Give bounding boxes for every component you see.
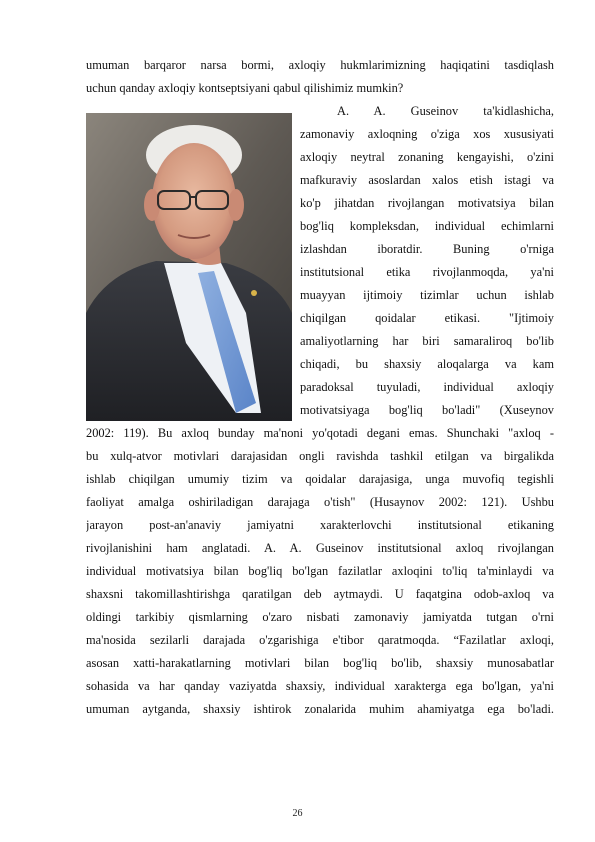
portrait-photo <box>86 113 292 421</box>
text-line: izlashdan iboratdir. Buning o'rniga <box>300 242 554 256</box>
text-line: ishlab chiqilgan umumiy tizim va qoidalar darajasiga, unga muvofiq tegishli <box>86 472 554 486</box>
text-line: chiqadi, bu shaxsiy aloqalarga va kam <box>300 357 554 371</box>
text-line: mafkuraviy asoslardan xalos etish istagi va <box>300 173 554 187</box>
portrait-image <box>86 113 292 421</box>
text-line: motivatsiyaga bog'liq bo'ladi" (Xuseynov <box>300 403 554 417</box>
text-line: axloqiy neytral zonaning kengayishi, o'zini <box>300 150 554 164</box>
text-line: zamonaviy axloqning o'ziga xos xususiyati <box>300 127 554 141</box>
page-number: 26 <box>292 808 303 819</box>
text-line: amaliyotlarning har biri samaraliroq bo'lib <box>300 334 554 348</box>
text-line: muayyan ijtimoiy tizimlar uchun ishlab <box>300 288 554 302</box>
text-line: asosan xatti-harakatlarning motivlari bilan bog'liq bo'lib, shaxsiy munosabatlar <box>86 656 554 670</box>
text-line: jarayon post-an'anaviy jamiyatni xarakterlovchi institutsional etikaning <box>86 518 554 532</box>
text-line: umuman aytganda, shaxsiy ishtirok zonalarida muhim ahamiyatga ega bo'ladi. <box>86 702 554 716</box>
text-line: ko'p jihatdan rivojlangan motivatsiya bilan <box>300 196 554 210</box>
text-line: institutsional etika rivojlanmoqda, ya'ni <box>300 265 554 279</box>
text-line: ma'nosida sezilarli darajada o'zgarishiga e'tibor qaratmoqda. “Fazilatlar axloqi, <box>86 633 554 647</box>
text-line: uchun qanday axloqiy kontseptsiyani qabul qilishimiz mumkin? <box>86 81 404 95</box>
text-line: 2002: 119). Bu axloq bunday ma'noni yo'qotadi degani emas. Shunchaki "axloq - <box>86 426 554 440</box>
text-line: oldingi tarkibiy qismlarning o'zaro nisbati zamonaviy jamiyatda tutgan o'rni <box>86 610 554 624</box>
text-line: paradoksal tuyuladi, individual axloqiy <box>300 380 554 394</box>
text-line: umuman barqaror narsa bormi, axloqiy hukmlarimizning haqiqatini tasdiqlash <box>86 58 554 72</box>
text-line: sohasida va har qanday vaziyatda shaxsiy, individual xarakterga ega bo'lgan, ya'ni <box>86 679 554 693</box>
text-line: faoliyat amalga oshiriladigan darajaga o'tish" (Husaynov 2002: 121). Ushbu <box>86 495 554 509</box>
text-line: A. A. Guseinov ta'kidlashicha, <box>337 104 554 118</box>
text-line: bu xulq-atvor motivlari darajasidan ongli ravishda tashkil etilgan va birgalikda <box>86 449 554 463</box>
text-line: shaxsni takomillashtirishga qaratilgan deb aytmaydi. U faqatgina odob-axloq va <box>86 587 554 601</box>
text-line: chiqilgan qoidalar etikasi. "Ijtimoiy <box>300 311 554 325</box>
text-line: individual motivatsiya bilan bog'liq bo'lgan fazilatlar axloqini to'liq ta'minlaydi va <box>86 564 554 578</box>
text-line: rivojlanishini ham anglatadi. A. A. Guseinov institutsional axloq rivojlangan <box>86 541 554 555</box>
text-line: bog'liq kompleksdan, individual echimlarni <box>300 219 554 233</box>
